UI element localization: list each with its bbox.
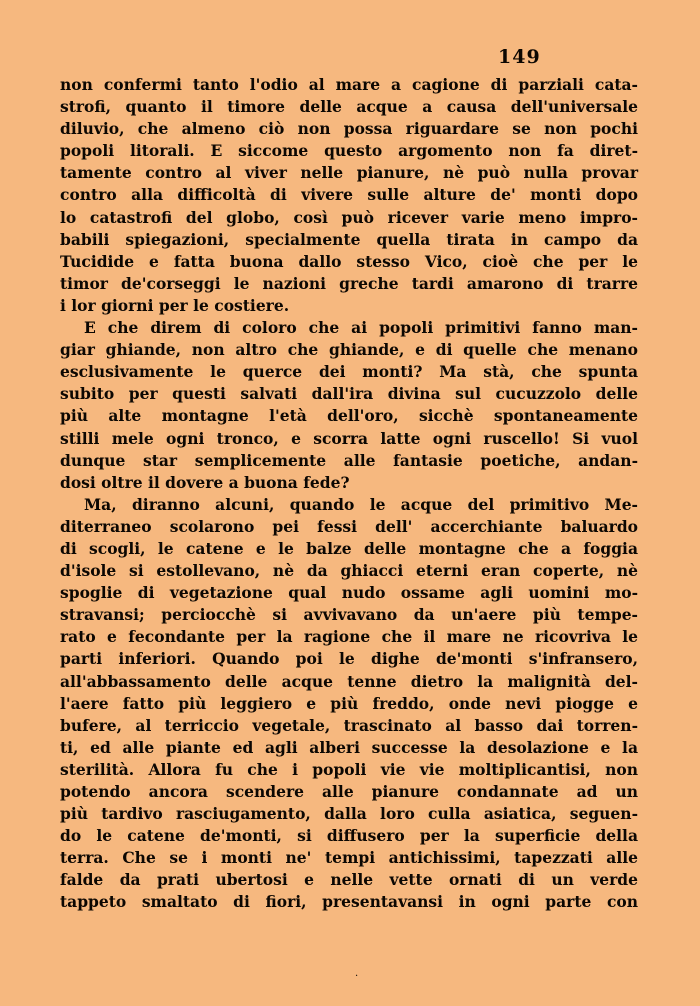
text-line: spoglie di vegetazione qual nudo ossame agli uomini mo- bbox=[60, 583, 638, 603]
text-line: babili spiegazioni, specialmente quella tirata in campo da bbox=[60, 229, 638, 249]
text-line: Ma, diranno alcuni, quando le acque del primitivo Me- bbox=[84, 494, 638, 514]
text-line: potendo ancora scendere alle pianure condannate ad un bbox=[60, 782, 638, 801]
text-line: i lor giorni per le costiere. bbox=[60, 295, 290, 315]
text-line: diterraneo scolarono pei fessi dell' accerchiante baluardo bbox=[60, 516, 638, 536]
text-line: dosi oltre il dovere a buona fede? bbox=[60, 472, 350, 492]
text-line: Tucidide e fatta buona dallo stesso Vico, cioè che per le bbox=[60, 251, 638, 271]
text-line: giar ghiande, non altro che ghiande, e di quelle che menano bbox=[60, 340, 638, 360]
text-line: tappeto smaltato di fiori, presentavansi in ogni parte con bbox=[60, 892, 638, 912]
text-line: all'abbassamento delle acque tenne dietro la malignità del- bbox=[60, 671, 638, 691]
text-line: l'aere fatto più leggiero e più freddo, onde nevi piogge e bbox=[60, 693, 638, 713]
text-line: terra. Che se i monti ne' tempi antichissimi, tapezzati alle bbox=[60, 848, 638, 868]
text-line: lo catastrofi del globo, così può ricever varie meno impro- bbox=[60, 207, 638, 227]
text-line: bufere, al terriccio vegetale, trascinato al basso dai torren- bbox=[60, 715, 638, 735]
text-line: popoli litorali. E siccome questo argomento non fa diret- bbox=[60, 141, 638, 161]
text-line: E che direm di coloro che ai popoli primitivi fanno man- bbox=[84, 318, 638, 338]
page-number: 149 bbox=[498, 46, 541, 68]
text-line: ti, ed alle piante ed agli alberi successe la desolazione e la bbox=[60, 737, 638, 757]
text-line: di scogli, le catene e le balze delle montagne che a foggia bbox=[60, 538, 638, 558]
body-text bbox=[60, 74, 638, 914]
text-line: più alte montagne l'età dell'oro, sicchè spontaneamente bbox=[60, 406, 638, 426]
text-line: do le catene de'monti, si diffusero per la superficie della bbox=[60, 826, 638, 846]
text-line: stravansi; perciocchè si avvivavano da un'aere più tempe- bbox=[60, 605, 638, 625]
text-line: d'isole si estollevano, nè da ghiacci eterni eran coperte, nè bbox=[60, 561, 638, 581]
text-line: subito per questi salvati dall'ira divina sul cucuzzolo delle bbox=[60, 384, 638, 404]
text-line: tamente contro al viver nelle pianure, nè può nulla provar bbox=[60, 163, 638, 183]
text-line: dunque star semplicemente alle fantasie poetiche, andan- bbox=[60, 450, 638, 470]
text-line: contro alla difficoltà di vivere sulle alture de' monti dopo bbox=[60, 185, 638, 205]
text-line: più tardivo rasciugamento, dalla loro culla asiatica, seguen- bbox=[60, 804, 638, 824]
text-line: sterilità. Allora fu che i popoli vie vie moltiplicantisi, non bbox=[60, 759, 638, 779]
text-line: esclusivamente le querce dei monti? Ma stà, che spunta bbox=[60, 362, 638, 382]
text-line: timor de'corseggi le nazioni greche tardi amarono di trarre bbox=[60, 273, 638, 293]
text-line: stilli mele ogni tronco, e scorra latte ogni ruscello! Si vuol bbox=[60, 428, 638, 448]
text-line: parti inferiori. Quando poi le dighe de'monti s'infransero, bbox=[60, 649, 638, 669]
text-line: strofi, quanto il timore delle acque a causa dell'universale bbox=[60, 97, 638, 117]
print-mark: . bbox=[355, 968, 359, 979]
text-line: diluvio, che almeno ciò non possa riguardare se non pochi bbox=[60, 119, 638, 139]
text-line: rato e fecondante per la ragione che il mare ne ricovriva le bbox=[60, 627, 638, 647]
text-line: non confermi tanto l'odio al mare a cagione di parziali cata- bbox=[60, 75, 638, 94]
text-line: falde da prati ubertosi e nelle vette ornati di un verde bbox=[60, 870, 638, 890]
